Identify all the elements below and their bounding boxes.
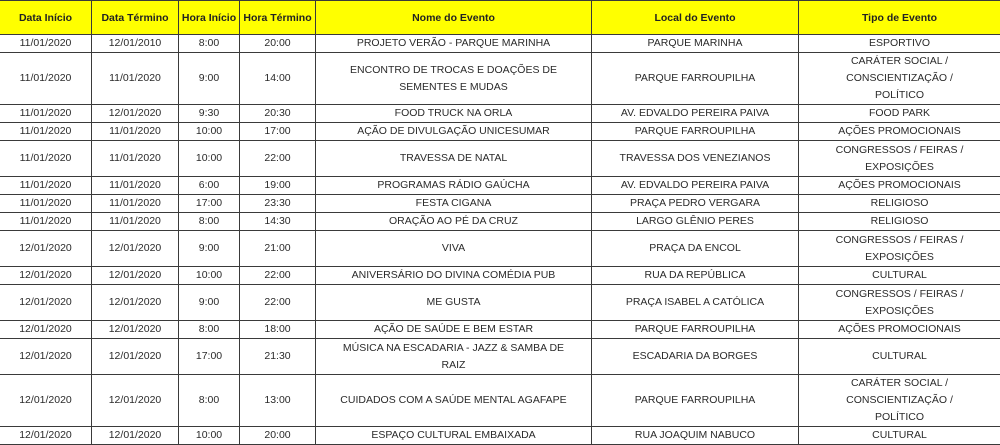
cell-local-evento[interactable]: ESCADARIA DA BORGES [592, 339, 799, 375]
cell-data-inicio[interactable]: 12/01/2020 [0, 339, 92, 375]
header-data-inicio[interactable]: Data Início [0, 1, 92, 35]
cell-hora-inicio[interactable]: 8:00 [179, 35, 240, 53]
cell-data-termino[interactable]: 12/01/2010 [92, 35, 179, 53]
cell-hora-termino[interactable]: 20:00 [240, 427, 316, 445]
cell-data-termino[interactable]: 12/01/2020 [92, 321, 179, 339]
cell-hora-inicio[interactable]: 10:00 [179, 427, 240, 445]
cell-tipo-evento[interactable]: RELIGIOSO [799, 195, 1000, 213]
table-row [0, 427, 1000, 445]
cell-nome-evento[interactable]: AÇÃO DE SAÚDE E BEM ESTAR [316, 321, 592, 339]
cell-hora-termino[interactable]: 21:30 [240, 339, 316, 375]
table-row [0, 375, 1000, 427]
cell-data-termino[interactable]: 12/01/2020 [92, 375, 179, 427]
cell-tipo-evento[interactable]: CONGRESSOS / FEIRAS / EXPOSIÇÕES [799, 141, 1000, 177]
cell-nome-evento[interactable]: AÇÃO DE DIVULGAÇÃO UNICESUMAR [316, 123, 592, 141]
cell-tipo-evento[interactable]: CULTURAL [799, 427, 1000, 445]
cell-data-inicio[interactable]: 11/01/2020 [0, 123, 92, 141]
cell-data-inicio[interactable]: 12/01/2020 [0, 285, 92, 321]
table-row [0, 123, 1000, 141]
header-hora-inicio[interactable]: Hora Início [179, 1, 240, 35]
cell-hora-termino[interactable]: 22:00 [240, 285, 316, 321]
header-hora-termino[interactable]: Hora Término [240, 1, 316, 35]
cell-nome-evento[interactable]: CUIDADOS COM A SAÚDE MENTAL AGAFAPE [316, 375, 592, 427]
cell-data-inicio[interactable]: 11/01/2020 [0, 213, 92, 231]
cell-tipo-evento[interactable]: CULTURAL [799, 267, 1000, 285]
cell-nome-evento[interactable]: PROJETO VERÃO - PARQUE MARINHA [316, 35, 592, 53]
table-row [0, 53, 1000, 105]
cell-hora-termino[interactable]: 20:30 [240, 105, 316, 123]
table-row [0, 213, 1000, 231]
header-local-evento[interactable]: Local do Evento [592, 1, 799, 35]
cell-data-termino[interactable]: 11/01/2020 [92, 141, 179, 177]
header-nome-evento[interactable]: Nome do Evento [316, 1, 592, 35]
cell-hora-termino[interactable]: 21:00 [240, 231, 316, 267]
cell-hora-inicio[interactable]: 8:00 [179, 321, 240, 339]
cell-hora-termino[interactable]: 17:00 [240, 123, 316, 141]
cell-nome-evento[interactable]: PROGRAMAS RÁDIO GAÚCHA [316, 177, 592, 195]
table-row [0, 267, 1000, 285]
cell-data-inicio[interactable]: 12/01/2020 [0, 321, 92, 339]
cell-hora-termino[interactable]: 18:00 [240, 321, 316, 339]
cell-local-evento[interactable]: PARQUE FARROUPILHA [592, 53, 799, 105]
cell-data-inicio[interactable]: 11/01/2020 [0, 177, 92, 195]
cell-nome-evento[interactable]: ESPAÇO CULTURAL EMBAIXADA [316, 427, 592, 445]
cell-tipo-evento[interactable]: FOOD PARK [799, 105, 1000, 123]
cell-nome-evento[interactable]: ANIVERSÁRIO DO DIVINA COMÉDIA PUB [316, 267, 592, 285]
cell-hora-inicio[interactable]: 9:00 [179, 53, 240, 105]
cell-data-termino[interactable]: 11/01/2020 [92, 123, 179, 141]
table-row [0, 195, 1000, 213]
cell-hora-termino[interactable]: 19:00 [240, 177, 316, 195]
cell-data-inicio[interactable]: 11/01/2020 [0, 141, 92, 177]
cell-local-evento[interactable]: PARQUE FARROUPILHA [592, 375, 799, 427]
cell-data-termino[interactable]: 12/01/2020 [92, 427, 179, 445]
table-row [0, 105, 1000, 123]
cell-data-termino[interactable]: 11/01/2020 [92, 53, 179, 105]
cell-data-termino[interactable]: 11/01/2020 [92, 177, 179, 195]
cell-local-evento[interactable]: PRAÇA PEDRO VERGARA [592, 195, 799, 213]
cell-hora-inicio[interactable]: 9:30 [179, 105, 240, 123]
cell-nome-evento[interactable]: FESTA CIGANA [316, 195, 592, 213]
cell-nome-evento[interactable]: MÚSICA NA ESCADARIA - JAZZ & SAMBA DE RAIZ [316, 339, 592, 375]
cell-local-evento[interactable]: PARQUE MARINHA [592, 35, 799, 53]
cell-local-evento[interactable]: RUA JOAQUIM NABUCO [592, 427, 799, 445]
cell-data-inicio[interactable]: 11/01/2020 [0, 35, 92, 53]
header-row [0, 1, 1000, 35]
cell-hora-inicio[interactable]: 9:00 [179, 285, 240, 321]
cell-local-evento[interactable]: AV. EDVALDO PEREIRA PAIVA [592, 105, 799, 123]
table-row [0, 35, 1000, 53]
cell-tipo-evento[interactable]: CONGRESSOS / FEIRAS / EXPOSIÇÕES [799, 231, 1000, 267]
cell-tipo-evento[interactable]: CARÁTER SOCIAL / CONSCIENTIZAÇÃO / POLÍTICO [799, 375, 1000, 427]
cell-data-inicio[interactable]: 12/01/2020 [0, 375, 92, 427]
cell-hora-termino[interactable]: 22:00 [240, 141, 316, 177]
cell-hora-termino[interactable]: 22:00 [240, 267, 316, 285]
cell-nome-evento[interactable]: VIVA [316, 231, 592, 267]
cell-hora-inicio[interactable]: 6:00 [179, 177, 240, 195]
cell-tipo-evento[interactable]: RELIGIOSO [799, 213, 1000, 231]
cell-hora-termino[interactable]: 23:30 [240, 195, 316, 213]
cell-data-termino[interactable]: 12/01/2020 [92, 105, 179, 123]
table-row [0, 339, 1000, 375]
table-row [0, 141, 1000, 177]
cell-tipo-evento[interactable]: ESPORTIVO [799, 35, 1000, 53]
cell-nome-evento[interactable]: ME GUSTA [316, 285, 592, 321]
cell-tipo-evento[interactable]: CULTURAL [799, 339, 1000, 375]
cell-data-inicio[interactable]: 12/01/2020 [0, 427, 92, 445]
table-row [0, 231, 1000, 267]
cell-hora-termino[interactable]: 14:00 [240, 53, 316, 105]
header-data-termino[interactable]: Data Término [92, 1, 179, 35]
cell-nome-evento[interactable]: ORAÇÃO AO PÉ DA CRUZ [316, 213, 592, 231]
cell-hora-termino[interactable]: 13:00 [240, 375, 316, 427]
cell-data-termino[interactable]: 12/01/2020 [92, 231, 179, 267]
cell-data-inicio[interactable]: 11/01/2020 [0, 53, 92, 105]
cell-tipo-evento[interactable]: AÇÕES PROMOCIONAIS [799, 321, 1000, 339]
cell-data-termino[interactable]: 12/01/2020 [92, 285, 179, 321]
cell-local-evento[interactable]: RUA DA REPÚBLICA [592, 267, 799, 285]
cell-tipo-evento[interactable]: AÇÕES PROMOCIONAIS [799, 177, 1000, 195]
cell-hora-inicio[interactable]: 10:00 [179, 267, 240, 285]
cell-nome-evento[interactable]: ENCONTRO DE TROCAS E DOAÇÕES DE SEMENTES E MUDAS [316, 53, 592, 105]
cell-local-evento[interactable]: PRAÇA DA ENCOL [592, 231, 799, 267]
cell-data-termino[interactable]: 11/01/2020 [92, 195, 179, 213]
cell-data-inicio[interactable]: 12/01/2020 [0, 267, 92, 285]
cell-hora-inicio[interactable]: 10:00 [179, 141, 240, 177]
cell-local-evento[interactable]: TRAVESSA DOS VENEZIANOS [592, 141, 799, 177]
cell-hora-inicio[interactable]: 17:00 [179, 339, 240, 375]
cell-local-evento[interactable]: PRAÇA ISABEL A CATÓLICA [592, 285, 799, 321]
cell-nome-evento[interactable]: TRAVESSA DE NATAL [316, 141, 592, 177]
cell-local-evento[interactable]: LARGO GLÊNIO PERES [592, 213, 799, 231]
cell-local-evento[interactable]: PARQUE FARROUPILHA [592, 123, 799, 141]
cell-hora-termino[interactable]: 14:30 [240, 213, 316, 231]
table-row [0, 321, 1000, 339]
cell-hora-inicio[interactable]: 8:00 [179, 375, 240, 427]
cell-hora-inicio[interactable]: 9:00 [179, 231, 240, 267]
cell-hora-inicio[interactable]: 10:00 [179, 123, 240, 141]
cell-data-inicio[interactable]: 11/01/2020 [0, 195, 92, 213]
header-tipo-evento[interactable]: Tipo de Evento [799, 1, 1000, 35]
cell-data-termino[interactable]: 12/01/2020 [92, 267, 179, 285]
table-row [0, 177, 1000, 195]
table-row [0, 285, 1000, 321]
cell-nome-evento[interactable]: FOOD TRUCK NA ORLA [316, 105, 592, 123]
cell-local-evento[interactable]: PARQUE FARROUPILHA [592, 321, 799, 339]
cell-tipo-evento[interactable]: AÇÕES PROMOCIONAIS [799, 123, 1000, 141]
cell-data-inicio[interactable]: 11/01/2020 [0, 105, 92, 123]
cell-hora-termino[interactable]: 20:00 [240, 35, 316, 53]
cell-data-termino[interactable]: 12/01/2020 [92, 339, 179, 375]
cell-hora-inicio[interactable]: 8:00 [179, 213, 240, 231]
cell-hora-inicio[interactable]: 17:00 [179, 195, 240, 213]
cell-data-inicio[interactable]: 12/01/2020 [0, 231, 92, 267]
cell-data-termino[interactable]: 11/01/2020 [92, 213, 179, 231]
cell-local-evento[interactable]: AV. EDVALDO PEREIRA PAIVA [592, 177, 799, 195]
cell-tipo-evento[interactable]: CARÁTER SOCIAL / CONSCIENTIZAÇÃO / POLÍTICO [799, 53, 1000, 105]
cell-tipo-evento[interactable]: CONGRESSOS / FEIRAS / EXPOSIÇÕES [799, 285, 1000, 321]
